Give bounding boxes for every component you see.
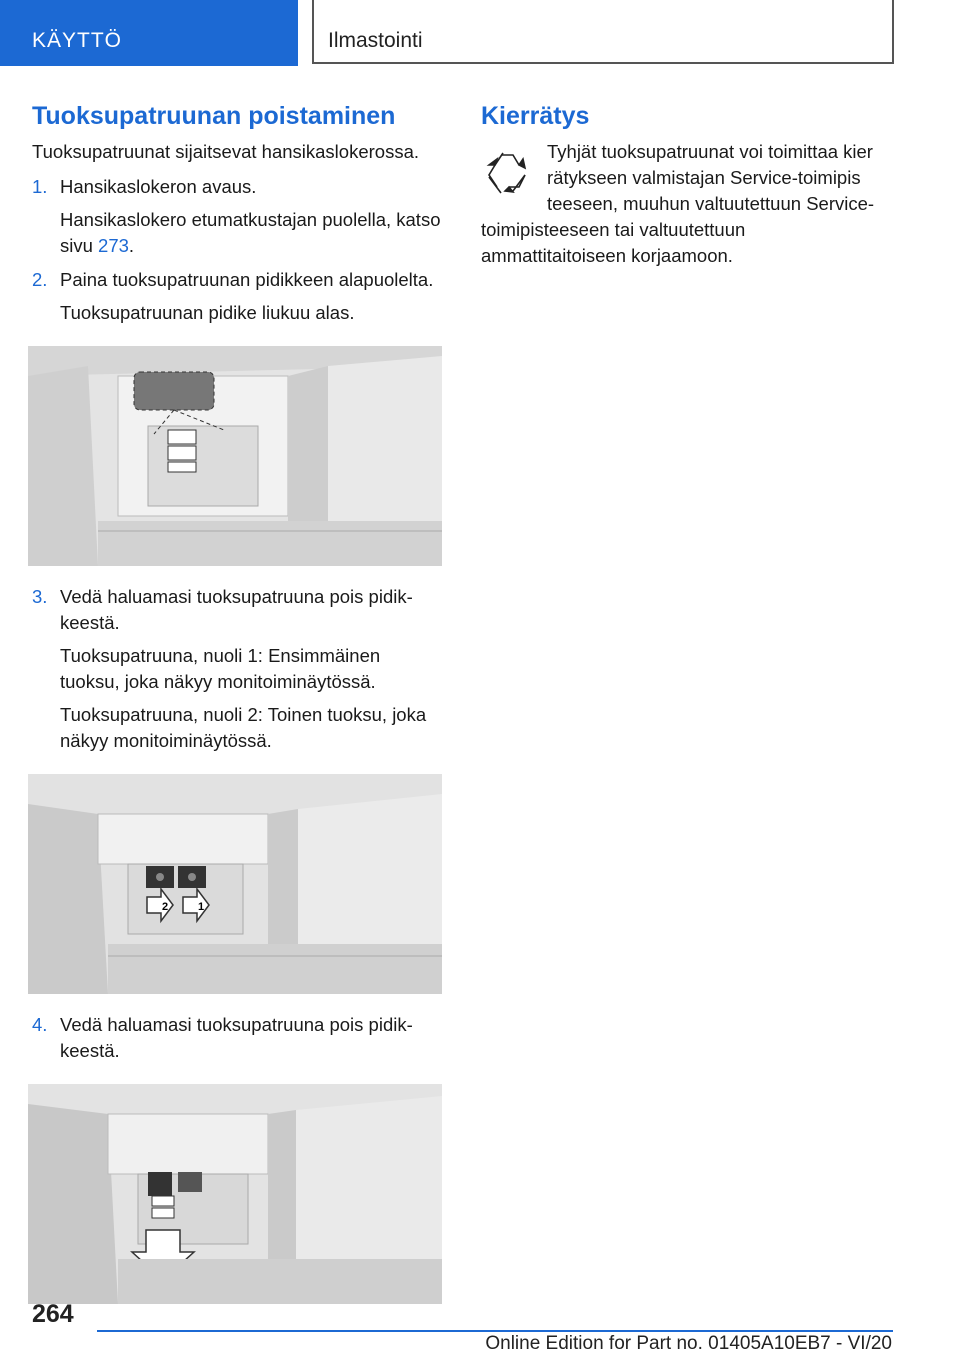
step-number: 1. bbox=[32, 176, 48, 197]
step-1 bbox=[32, 174, 444, 259]
section-title: Tuoksupatruunan poistaminen bbox=[32, 102, 396, 130]
recycling-block bbox=[481, 139, 891, 269]
chapter-box bbox=[312, 0, 894, 64]
figure-cartridges-arrows bbox=[28, 774, 442, 994]
step-text: Vedä haluamasi tuoksupatruuna pois pidikkeestä. bbox=[60, 586, 413, 633]
step-text: Vedä haluamasi tuoksupatruuna pois pidikkeestä. bbox=[60, 1014, 413, 1061]
step-text: Hansikaslokeron avaus. bbox=[60, 176, 257, 197]
page-link[interactable]: 273 bbox=[98, 235, 129, 256]
edition-text: Online Edition for Part no. 01405A10EB7 - VI/20 bbox=[485, 1333, 892, 1354]
step-text: Paina tuoksupatruunan pidikkeen alapuolelta. bbox=[60, 269, 434, 290]
arrow-label-1: 1 bbox=[198, 901, 205, 913]
step-2 bbox=[32, 267, 444, 326]
page-number: 264 bbox=[32, 1300, 74, 1328]
recycling-title: Kierrätys bbox=[481, 102, 590, 130]
step-subtext: Tuoksupatruuna, nuoli 2: Toinen tuoksu, joka näkyy monitoiminäytössä. bbox=[60, 704, 427, 751]
step-4 bbox=[32, 1012, 444, 1064]
chapter-label: Ilmastointi bbox=[328, 29, 423, 52]
step-subtext: Tuoksupatruunan pidike liukuu alas. bbox=[60, 302, 355, 323]
figure-glovebox-holder bbox=[28, 346, 442, 566]
recycling-line: teeseen, muuhun valtuutettuun Service- bbox=[547, 193, 875, 214]
recycling-line: toimipisteeseen tai valtuutettuun ammattitaitoiseen korjaamoon. bbox=[481, 219, 746, 266]
arrow-label-2: 2 bbox=[162, 901, 169, 913]
intro-text: Tuoksupatruunat sijaitsevat hansikaslokerossa. bbox=[32, 141, 419, 162]
section-label: KÄYTTÖ bbox=[32, 29, 123, 52]
recycle-icon bbox=[481, 147, 533, 199]
step-number: 3. bbox=[32, 586, 48, 607]
section-tab bbox=[0, 0, 298, 66]
recycling-line: Tyhjät tuoksupatruunat voi toimittaa kier bbox=[547, 141, 873, 162]
right-column bbox=[481, 102, 891, 269]
step-number: 2. bbox=[32, 269, 48, 290]
left-column bbox=[32, 102, 444, 1322]
footer-divider bbox=[97, 1330, 893, 1332]
step-subtext: Hansikaslokero etumatkustajan puolella, katso sivu 273. bbox=[60, 209, 441, 256]
step-subtext: Tuoksupatruuna, nuoli 1: Ensimmäinen tuoksu, joka näkyy monitoiminäytössä. bbox=[60, 645, 381, 692]
recycling-line: rätykseen valmistajan Service-toimipis bbox=[547, 167, 861, 188]
step-3 bbox=[32, 584, 444, 754]
step-number: 4. bbox=[32, 1014, 48, 1035]
figure-pull-cartridge bbox=[28, 1084, 442, 1304]
